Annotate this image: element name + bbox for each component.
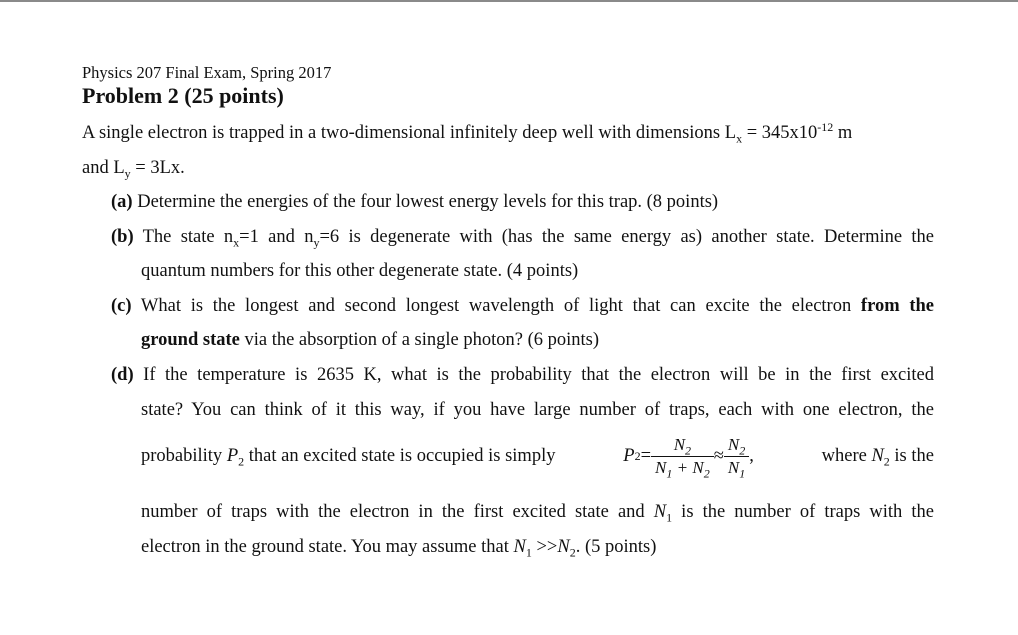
part-c-line-1: (c) What is the longest and second longest wavelength of light that can excite the electron from the — [111, 296, 934, 316]
part-d-equation-line — [141, 431, 934, 481]
exam-header: Physics 207 Final Exam, Spring 2017 — [82, 63, 332, 82]
intro-line-1: A single electron is trapped in a two-dimensional infinitely deep well with dimensions $L_x = 345x10^{-12}$ m — [82, 119, 853, 146]
part-d-line-2: state? You can think of it this way, if you have large number of traps, each with one electron, the — [141, 400, 934, 420]
equation-trail-text: where $N_2$ is the — [821, 446, 934, 469]
part-b-line-2: quantum numbers for this other degenerate state. (4 points) — [141, 261, 579, 281]
part-b-line-1: (b) The state $n_x=1$ and $n_y=6$ is degenerate with (has the same energy as) another state. Determine the — [111, 227, 934, 250]
part-c-line-2: ground state via the absorption of a single photon? (6 points) — [141, 330, 600, 350]
part-a: (a) Determine the energies of the four lowest energy levels for this trap. (8 points) — [111, 192, 719, 212]
part-d-line-5: electron in the ground state. You may assume that $N_1 >>N_2$. (5 points) — [141, 537, 657, 560]
problem-title: Problem 2 (25 points) — [82, 83, 284, 108]
fraction-n2-over-n1: $\frac{N_2}{N_1}$ — [724, 434, 749, 479]
top-border — [0, 0, 1018, 2]
equation-lead-text: probability $P_2$ that an excited state is occupied is simply — [141, 446, 556, 469]
intro-line-2: and $L_y = 3Lx$. — [82, 158, 185, 181]
probability-equation: P 2 = $\frac{N_2}{N_1 + N_2}$ ≈ $\frac{N_2}{N_1}$ , — [623, 434, 754, 480]
part-d-line-4: number of traps with the electron in the first excited state and $N_1$ is the number of traps with the — [141, 502, 934, 525]
part-d-line-1: (d) If the temperature is 2635 K, what is the probability that the electron will be in the first excited — [111, 365, 934, 385]
fraction-n2-over-sum: $\frac{N_2}{N_1 + N_2}$ — [651, 434, 714, 479]
